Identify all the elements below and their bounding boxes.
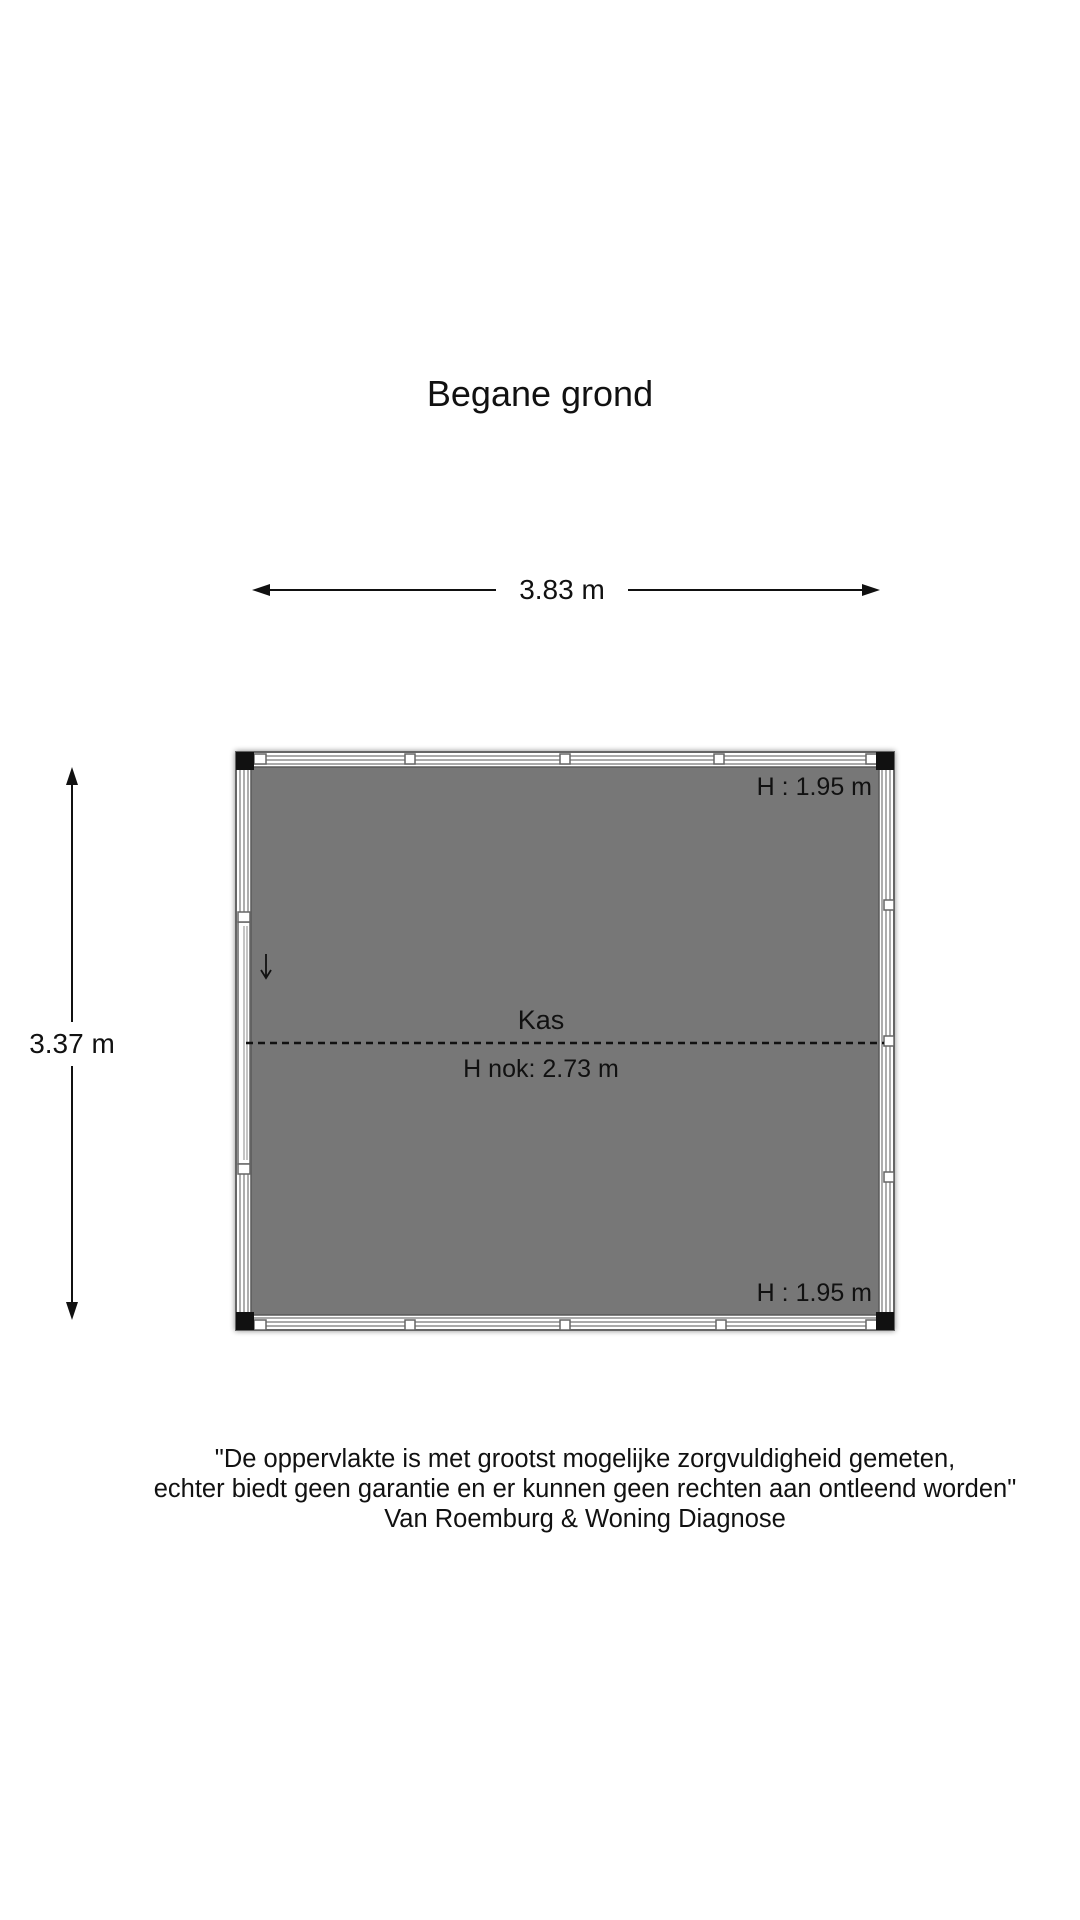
room-floor [251,767,879,1315]
height-dimension-label: 3.37 m [16,1028,128,1060]
width-dimension-label: 3.83 m [500,574,624,606]
floor-title: Begane grond [426,373,654,414]
arrow-right-icon [862,584,880,596]
ridge-height: H nok: 2.73 m [463,1055,619,1083]
eave-height-bottom: H : 1.95 m [756,1279,872,1307]
room-name: Kas [517,1005,565,1035]
disclaimer-line-3: Van Roemburg & Woning Diagnose [384,1505,786,1533]
disclaimer-line-1: "De oppervlakte is met grootst mogelijke zorgvuldigheid gemeten, [214,1445,956,1473]
arrow-up-icon [66,767,78,785]
arrow-left-icon [252,584,270,596]
eave-height-top: H : 1.95 m [756,773,872,801]
arrow-down-icon [66,1302,78,1320]
disclaimer-line-2: echter biedt geen garantie en er kunnen geen rechten aan ontleend worden" [153,1475,1017,1503]
disclaimer [60,1444,1080,1534]
greenhouse-frame [236,752,894,1330]
